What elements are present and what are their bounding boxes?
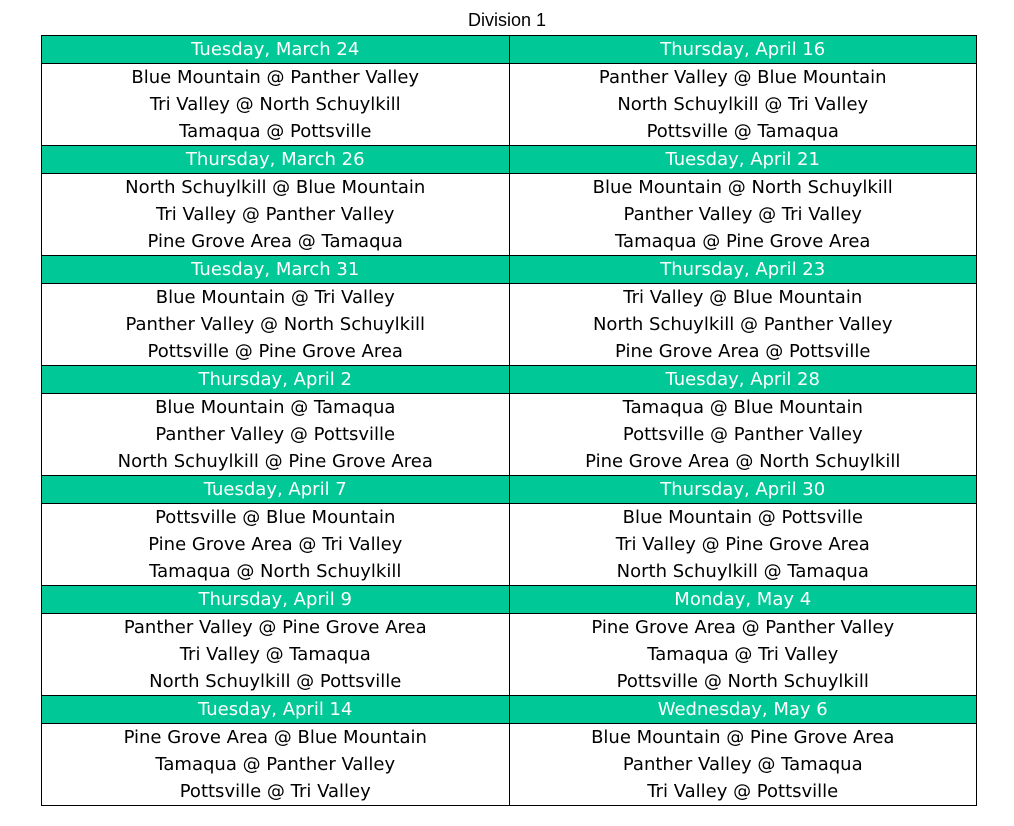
- games-cell: [42, 394, 510, 476]
- matchup: Pottsville @ Panther Valley: [622, 424, 863, 445]
- games-row: [42, 284, 977, 366]
- games-cell: [509, 394, 977, 476]
- date-header: Thursday, March 26: [42, 146, 510, 174]
- matchup: North Schuylkill @ Pottsville: [149, 671, 402, 692]
- matchup: Blue Mountain @ Pine Grove Area: [591, 727, 895, 748]
- matchup: Tri Valley @ Tamaqua: [179, 644, 371, 665]
- games-row: [42, 64, 977, 146]
- date-row: [42, 476, 977, 504]
- games-cell: [509, 504, 977, 586]
- matchup: Panther Valley @ Pine Grove Area: [123, 617, 427, 638]
- date-header: Tuesday, April 28: [509, 366, 977, 394]
- games-cell: [42, 724, 510, 806]
- matchup: Panther Valley @ Tri Valley: [623, 204, 862, 225]
- matchup: Blue Mountain @ North Schuylkill: [592, 177, 893, 198]
- date-header: Tuesday, April 21: [509, 146, 977, 174]
- matchup: Tri Valley @ Panther Valley: [156, 204, 395, 225]
- games-row: [42, 174, 977, 256]
- matchup: Tri Valley @ Pottsville: [647, 781, 839, 802]
- matchup: Tamaqua @ Panther Valley: [155, 754, 396, 775]
- games-cell: [509, 64, 977, 146]
- matchup: Pottsville @ Tamaqua: [646, 121, 839, 142]
- games-cell: [509, 174, 977, 256]
- matchup: Pottsville @ Blue Mountain: [155, 507, 396, 528]
- matchup: North Schuylkill @ Tamaqua: [616, 561, 869, 582]
- matchup: Pine Grove Area @ Pottsville: [615, 341, 871, 362]
- schedule-table: [41, 35, 977, 806]
- date-row: [42, 586, 977, 614]
- matchup: North Schuylkill @ Tri Valley: [617, 94, 869, 115]
- date-row: [42, 146, 977, 174]
- matchup: Tamaqua @ North Schuylkill: [149, 561, 402, 582]
- matchup: Tamaqua @ Pine Grove Area: [615, 231, 871, 252]
- date-header: Thursday, April 23: [509, 256, 977, 284]
- matchup: Blue Mountain @ Panther Valley: [131, 67, 420, 88]
- date-header: Thursday, April 16: [509, 36, 977, 64]
- matchup: Panther Valley @ Tamaqua: [622, 754, 863, 775]
- matchup: Pottsville @ Pine Grove Area: [147, 341, 403, 362]
- games-cell: [509, 724, 977, 806]
- games-row: [42, 724, 977, 806]
- matchup: North Schuylkill @ Panther Valley: [592, 314, 893, 335]
- matchup: Panther Valley @ Pottsville: [155, 424, 396, 445]
- games-cell: [509, 284, 977, 366]
- matchup: Tri Valley @ North Schuylkill: [149, 94, 401, 115]
- matchup: Pine Grove Area @ Tamaqua: [147, 231, 403, 252]
- games-cell: [42, 64, 510, 146]
- games-cell: [42, 284, 510, 366]
- games-cell: [42, 614, 510, 696]
- date-header: Tuesday, March 24: [42, 36, 510, 64]
- date-header: Tuesday, April 7: [42, 476, 510, 504]
- matchup: Pottsville @ Tri Valley: [179, 781, 371, 802]
- date-header: Thursday, April 2: [42, 366, 510, 394]
- matchup: Blue Mountain @ Pottsville: [622, 507, 863, 528]
- matchup: Tamaqua @ Pottsville: [179, 121, 372, 142]
- matchup: North Schuylkill @ Pine Grove Area: [117, 451, 433, 472]
- date-row: [42, 256, 977, 284]
- matchup: Pine Grove Area @ Tri Valley: [148, 534, 403, 555]
- date-header: Thursday, April 9: [42, 586, 510, 614]
- date-row: [42, 36, 977, 64]
- games-cell: [42, 504, 510, 586]
- date-header: Monday, May 4: [509, 586, 977, 614]
- matchup: North Schuylkill @ Blue Mountain: [125, 177, 426, 198]
- date-header: Wednesday, May 6: [509, 696, 977, 724]
- date-header: Tuesday, March 31: [42, 256, 510, 284]
- date-header: Tuesday, April 14: [42, 696, 510, 724]
- matchup: Pine Grove Area @ Panther Valley: [591, 617, 895, 638]
- page-title: Division 1: [467, 10, 547, 30]
- schedule-body: [42, 36, 977, 806]
- games-row: [42, 394, 977, 476]
- matchup: Panther Valley @ North Schuylkill: [125, 314, 426, 335]
- matchup: Tamaqua @ Tri Valley: [647, 644, 839, 665]
- games-row: [42, 614, 977, 696]
- date-header: Thursday, April 30: [509, 476, 977, 504]
- games-cell: [509, 614, 977, 696]
- matchup: Pine Grove Area @ Blue Mountain: [123, 727, 427, 748]
- matchup: Blue Mountain @ Tri Valley: [155, 287, 395, 308]
- matchup: Tamaqua @ Blue Mountain: [622, 397, 863, 418]
- matchup: Tri Valley @ Pine Grove Area: [615, 534, 870, 555]
- games-cell: [42, 174, 510, 256]
- date-row: [42, 366, 977, 394]
- matchup: Panther Valley @ Blue Mountain: [598, 67, 887, 88]
- matchup: Pottsville @ North Schuylkill: [616, 671, 869, 692]
- matchup: Tri Valley @ Blue Mountain: [623, 287, 863, 308]
- games-row: [42, 504, 977, 586]
- date-row: [42, 696, 977, 724]
- matchup: Pine Grove Area @ North Schuylkill: [585, 451, 901, 472]
- matchup: Blue Mountain @ Tamaqua: [155, 397, 396, 418]
